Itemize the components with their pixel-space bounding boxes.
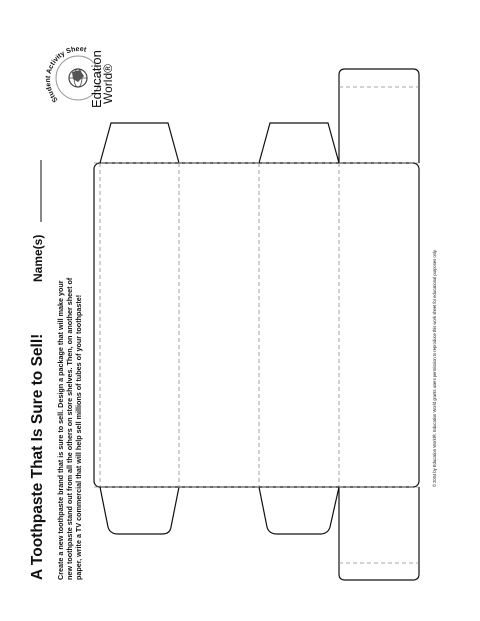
box-top-flap-right [259,123,339,163]
instructions-line-3: paper, write a TV commercial that will help sell millions of tubes of your toothpaste! [74,294,83,580]
instructions-line-2: new toothpaste stand out from all the others on store shelves. Then, on another sheet of [65,277,74,580]
box-end-strip-bottom [339,487,419,580]
box-top-flap-left [100,123,179,163]
fold-lines [94,87,419,563]
instructions-line-1: Create a new toothpaste brand that is sure to sell. Design a package that will make your [56,280,65,580]
copyright-notice: © 2004 by Education World®. Education World grants users permission to reproduce this work sheet for educational purposes only. [432,249,437,487]
box-bottom-flap-right [259,487,339,534]
box-bottom-flap-left [100,487,179,534]
name-label: Name(s) [31,234,45,282]
box-body [94,163,419,487]
worksheet-title: A Toothpaste That Is Sure to Sell! [29,333,46,580]
logo-brand-line1: Education [89,50,104,108]
globe-icon [69,69,87,87]
logo-badge-text: Student Activity Sheet [44,45,87,104]
box-end-strip [339,69,419,163]
box-template [94,69,419,580]
logo-brand-line2: World® [101,64,115,104]
education-world-logo [45,46,115,108]
